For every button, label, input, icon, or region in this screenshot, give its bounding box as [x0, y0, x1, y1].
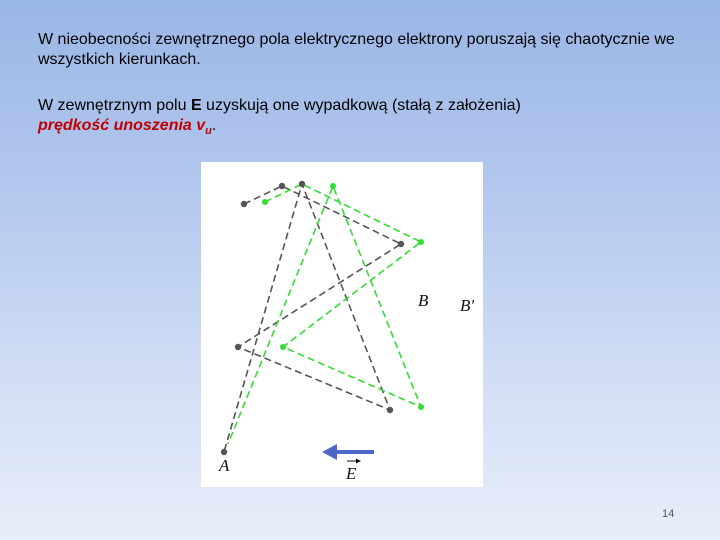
random-path-point — [299, 181, 305, 187]
drifted-path-point — [418, 404, 424, 410]
electron-path-diagram — [201, 162, 483, 487]
drifted-path-point — [418, 239, 424, 245]
diagram-svg — [201, 162, 483, 487]
drift-velocity-subscript: u — [205, 125, 212, 137]
field-symbol: E — [190, 97, 202, 114]
drifted-path-point — [262, 199, 268, 205]
label-a: A — [219, 456, 230, 475]
paragraph-random-motion: W nieobecności zewnętrznego pola elektrycznego elektrony poruszają się chaotycznie we wszystkich kierunkach. — [38, 31, 675, 68]
random-path-point — [398, 241, 404, 247]
drifted-path-point — [330, 183, 336, 189]
drifted-path-point — [280, 344, 286, 350]
random-path-line — [224, 184, 401, 452]
drift-velocity-text: prędkość unoszenia v — [38, 117, 206, 134]
random-path-point — [387, 407, 393, 413]
label-b: B — [418, 291, 429, 310]
label-e: E — [346, 464, 357, 483]
paragraph-drift-velocity — [38, 96, 678, 141]
random-path-point — [241, 201, 247, 207]
page-number: 14 — [662, 508, 675, 520]
drifted-path-line — [228, 184, 421, 444]
label-b-prime: B' — [460, 296, 475, 315]
paragraph2-prefix: W zewnętrznym polu — [38, 97, 191, 114]
paragraph2-suffix: uzyskują one wypadkową (stałą z założenia) — [201, 97, 521, 114]
random-path-point — [235, 344, 241, 350]
drift-velocity-term — [38, 117, 212, 137]
electric-field-arrow-icon — [322, 444, 374, 460]
field-vector-symbol — [345, 459, 361, 484]
random-path-point — [221, 449, 227, 455]
period: . — [211, 117, 217, 134]
random-path-point — [279, 183, 285, 189]
